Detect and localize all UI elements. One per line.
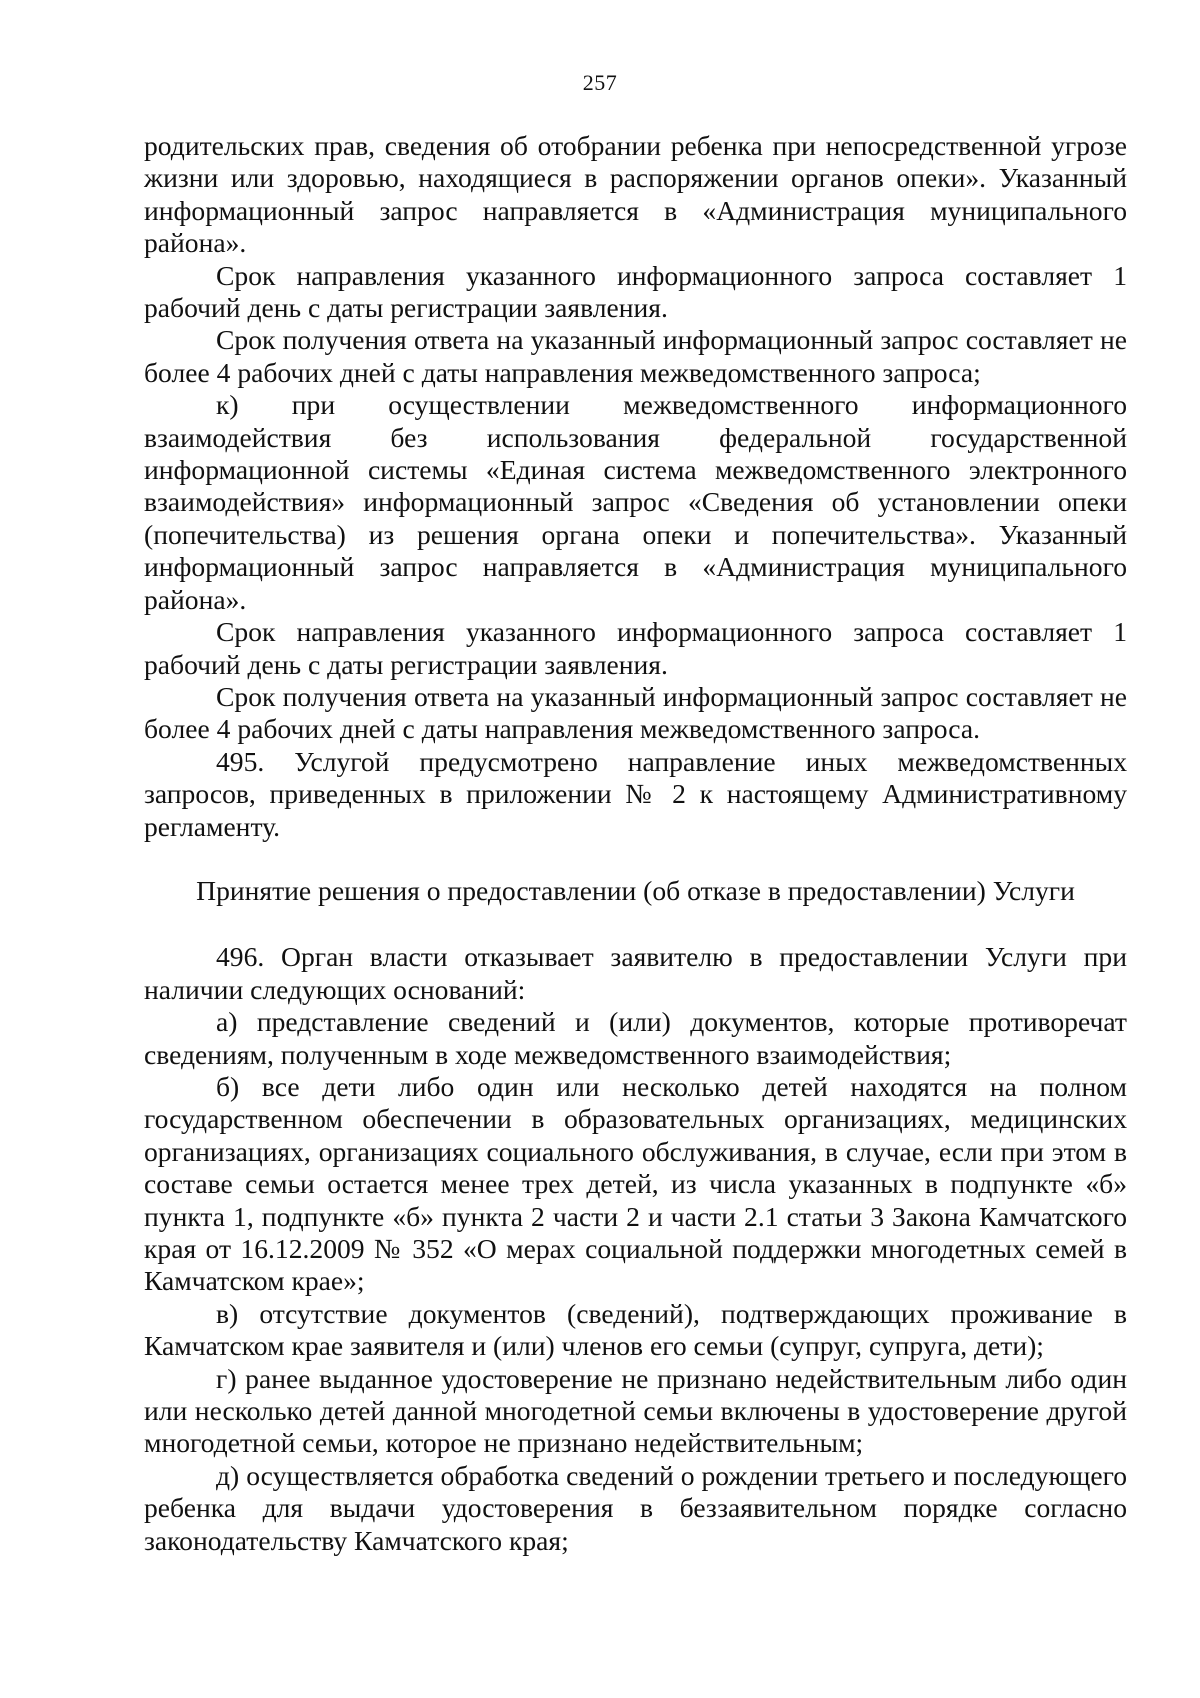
paragraph-continuation: родительских прав, сведения об отобрании ребенка при непосредственной угрозе жизни или здоровью, находящиеся в распоряжении органов опеки». Указанный информационный запрос направляется в «Администрация муниципального района». <box>144 130 1127 259</box>
section-title: Принятие решения о предоставлении (об отказе в предоставлении) Услуги <box>196 874 1075 906</box>
page-number: 257 <box>582 70 618 95</box>
paragraph-495: 495. Услугой предусмотрено направление иных межведомственных запросов, приведенных в приложении № 2 к настоящему Административному регламенту. <box>144 745 1127 842</box>
paragraph: Срок направления указанного информационного запроса составляет 1 рабочий день с даты регистрации заявления. <box>144 259 1127 324</box>
paragraph: Срок получения ответа на указанный информационный запрос составляет не более 4 рабочих дней с даты направления межведомственного запроса. <box>144 680 1127 745</box>
paragraph: Срок получения ответа на указанный информационный запрос составляет не более 4 рабочих дней с даты направления межведомственного запроса; <box>144 324 1127 388</box>
document-body <box>144 130 1127 1557</box>
paragraph-item-b: б) все дети либо один или несколько детей находятся на полном государственном обеспечении в образовательных организациях, медицинских организациях, организациях социального обслуживания, в случае, если при этом в составе семьи остается менее трех детей, из числа указанных в подпункте «б» пункта 1, подпункте «б» пункта 2 части 2 и части 2.1 статьи 3 Закона Камчатского края от 16.12.2009 № 352 «О мерах социальной поддержки многодетных семей в Камчатском крае»; <box>144 1070 1127 1297</box>
paragraph-item-k: к) при осуществлении межведомственного информационного взаимодействия без использования федеральной государственной информационной системы «Единая система межведомственного электронного взаимодействия» информационный запрос «Сведения об установлении опеки (попечительства) из решения органа опеки и попечительства». Указанный информационный запрос направляется в «Администрация муниципального района». <box>144 389 1127 615</box>
paragraph-item-d: д) осуществляется обработка сведений о рождении третьего и последующего ребенка для выдачи удостоверения в беззаявительном порядке согласно законодательству Камчатского края; <box>144 1459 1127 1556</box>
paragraph-item-v: в) отсутствие документов (сведений), подтверждающих проживание в Камчатском крае заявителя и (или) членов его семьи (супруг, супруга, дети); <box>144 1297 1127 1362</box>
paragraph-item-a: а) представление сведений и (или) документов, которые противоречат сведениям, полученным в ходе межведомственного взаимодействия; <box>144 1006 1127 1070</box>
paragraph-496: 496. Орган власти отказывает заявителю в предоставлении Услуги при наличии следующих оснований: <box>144 941 1127 1005</box>
paragraph-item-g: г) ранее выданное удостоверение не признано недействительным либо один или несколько детей данной многодетной семьи включены в удостоверение другой многодетной семьи, которое не признано недействительным; <box>144 1362 1127 1459</box>
paragraph: Срок направления указанного информационного запроса составляет 1 рабочий день с даты регистрации заявления. <box>144 616 1127 680</box>
